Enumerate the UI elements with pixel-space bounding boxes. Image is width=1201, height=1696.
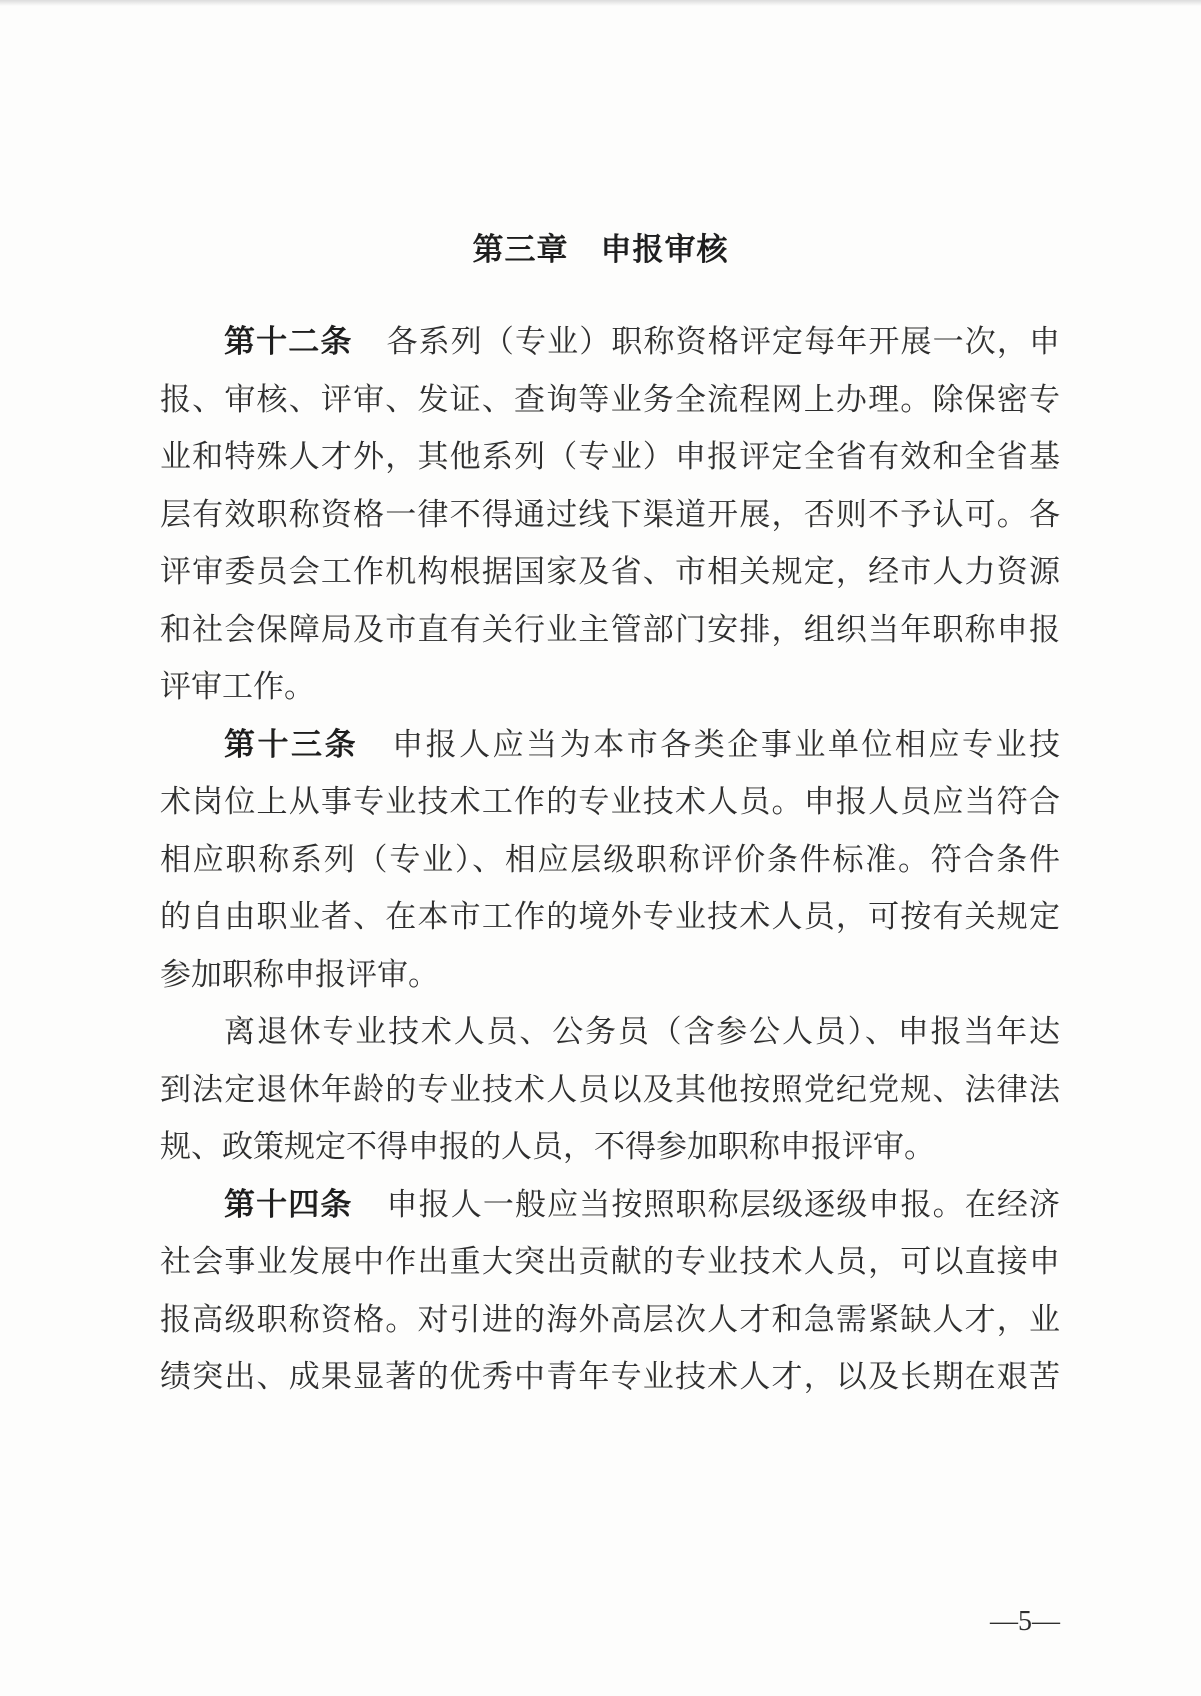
retiree-paragraph-line-2: 到法定退休年龄的专业技术人员以及其他按照党纪党规、法律法 [160, 1072, 1060, 1108]
article-14-line-2: 社会事业发展中作出重大突出贡献的专业技术人员，可以直接申 [160, 1244, 1060, 1280]
article-13-line-5: 参加职称申报评审。 [160, 957, 439, 993]
article-13-line-3: 相应职称系列（专业）、相应层级职称评价条件标准。符合条件 [160, 842, 1060, 878]
article-14-line-3: 报高级职称资格。对引进的海外高层次人才和急需紧缺人才，业 [160, 1302, 1060, 1338]
article-14-line-4: 绩突出、成果显著的优秀中青年专业技术人才，以及长期在艰苦 [160, 1359, 1060, 1395]
article-14-line-1: 第十四条 申报人一般应当按照职称层级逐级申报。在经济 [224, 1187, 1060, 1223]
article-13-heading: 第十三条 [224, 727, 359, 763]
article-12-line-6: 和社会保障局及市直有关行业主管部门安排，组织当年职称申报 [160, 612, 1060, 648]
article-12-line-4: 层有效职称资格一律不得通过线下渠道开展，否则不予认可。各 [160, 497, 1060, 533]
chapter-title: 第三章 申报审核 [472, 232, 729, 268]
article-13-line-4: 的自由职业者、在本市工作的境外专业技术人员，可按有关规定 [160, 899, 1060, 935]
article-12-line-1: 第十二条 各系列（专业）职称资格评定每年开展一次，申 [224, 324, 1060, 360]
article-12-line-3: 业和特殊人才外，其他系列（专业）申报评定全省有效和全省基 [160, 439, 1060, 475]
scan-top-edge [0, 0, 1201, 6]
article-13-line-1: 第十三条 申报人应当为本市各类企事业单位相应专业技 [224, 727, 1061, 763]
article-13-line-2: 术岗位上从事专业技术工作的专业技术人员。申报人员应当符合 [160, 784, 1060, 820]
article-12-heading: 第十二条 [224, 324, 353, 360]
retiree-paragraph-line-3: 规、政策规定不得申报的人员，不得参加职称申报评审。 [160, 1129, 935, 1165]
article-12-line-7: 评审工作。 [160, 669, 315, 705]
article-12-line-2: 报、审核、评审、发证、查询等业务全流程网上办理。除保密专 [160, 382, 1060, 418]
page-number: —5— [990, 1606, 1060, 1637]
article-14-heading: 第十四条 [224, 1187, 353, 1223]
retiree-paragraph-line-1: 离退休专业技术人员、公务员（含参公人员）、申报当年达 [224, 1014, 1060, 1050]
article-12-line-5: 评审委员会工作机构根据国家及省、市相关规定，经市人力资源 [160, 554, 1060, 590]
